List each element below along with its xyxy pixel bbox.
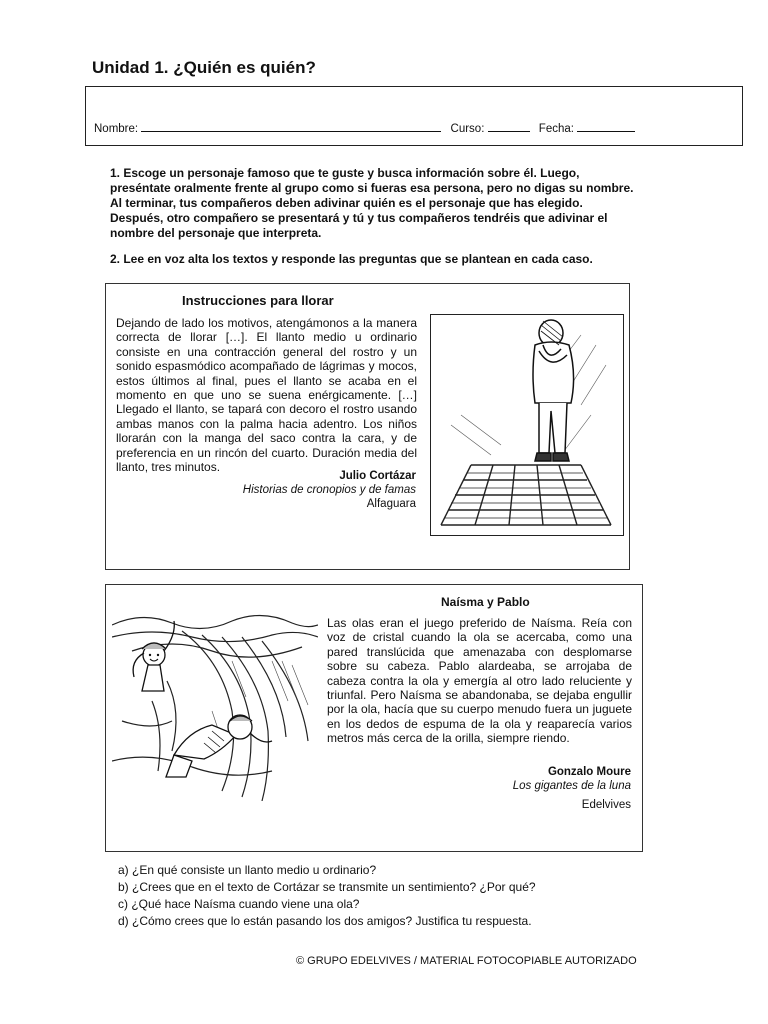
- page-title: Unidad 1. ¿Quién es quién?: [92, 58, 316, 77]
- author-name: Gonzalo Moure: [547, 766, 631, 778]
- date-field[interactable]: [577, 121, 635, 132]
- student-info-row: [94, 121, 641, 135]
- book-title: Los gigantes de la luna: [512, 780, 631, 792]
- student-info-box: [85, 86, 743, 146]
- question-c: c) ¿Qué hace Naísma cuando viene una ola?: [118, 897, 360, 911]
- date-label: Fecha:: [538, 123, 574, 135]
- question-b: b) ¿Crees que en el texto de Cortázar se transmite un sentimiento? ¿Por qué?: [118, 880, 536, 894]
- task-2: 2. Lee en voz alta los textos y responde las preguntas que se plantean en cada caso.: [110, 252, 593, 266]
- questions-list: [118, 862, 536, 930]
- course-field[interactable]: [488, 121, 530, 132]
- question-a: a) ¿En qué consiste un llanto medio u ordinario?: [118, 863, 377, 877]
- panel-body-text: Dejando de lado los motivos, atengámonos a la manera correcta de llorar […]. El llanto medio u ordinario consiste en una contracción general del rostro y un sonido espasmódico acompañado de lágrimas y mocos, estos últimos al final, pues el llanto se acaba en el momento en que uno se suena enérgicamente. […] Llegado el llanto, se tapará con decoro el rostro usando ambas manos con la palma hacia adentro. Los niños llorarán con la manga del saco contra la cara, y de preferencia en un rincón del cuarto. Duración media del llanto, tres minutos.: [116, 316, 417, 475]
- publisher-name: Edelvives: [581, 799, 631, 811]
- name-label: Nombre:: [94, 123, 139, 135]
- publisher-name: Alfaguara: [366, 498, 416, 510]
- panel-title: Naísma y Pablo: [441, 595, 530, 609]
- book-title: Historias de cronopios y de famas: [242, 484, 416, 496]
- panel-body-text: Las olas eran el juego preferido de Naísma. Reía con voz de cristal cuando la ola se acercaba, como una pared translúcida que amenazaba con desplomarse sobre su cabeza. Pablo alardeaba, se arrojaba de cabeza contra la ola y emergía al otro lado reluciente y triunfal. Pero Naísma se abandonaba, se dejaba engullir por la ola, hacía que su cuerpo menudo fuera un juguete en los dedos de espuma de la ola y reaparecía varios metros más cerca de la orilla, siempre riendo.: [327, 616, 632, 746]
- name-field[interactable]: [141, 121, 441, 132]
- question-d: d) ¿Cómo crees que lo están pasando los dos amigos? Justifica tu respuesta.: [118, 914, 532, 928]
- crying-person-illustration: [430, 314, 624, 536]
- citation: [513, 765, 631, 812]
- task-1: 1. Escoge un personaje famoso que te guste y busca información sobre él. Luego, preséntate oralmente frente al grupo como si fueras esa persona, pero no digas su nombre. Al terminar, tus compañeros deben adivinar quién es el personaje que has elegido. Después, otro compañero se presentará y tú y tus compañeros tendréis que adivinar el nombre del personaje que interpreta.: [110, 166, 634, 240]
- panel-title: Instrucciones para llorar: [182, 293, 334, 308]
- author-name: Julio Cortázar: [339, 470, 416, 482]
- copyright-footer: © GRUPO EDELVIVES / MATERIAL FOTOCOPIABLE AUTORIZADO: [296, 955, 637, 967]
- text-panel-moure: [105, 584, 643, 852]
- text-panel-cortazar: [105, 283, 630, 570]
- course-label: Curso:: [450, 123, 485, 135]
- citation: [243, 469, 416, 511]
- children-in-waves-illustration: [112, 601, 318, 801]
